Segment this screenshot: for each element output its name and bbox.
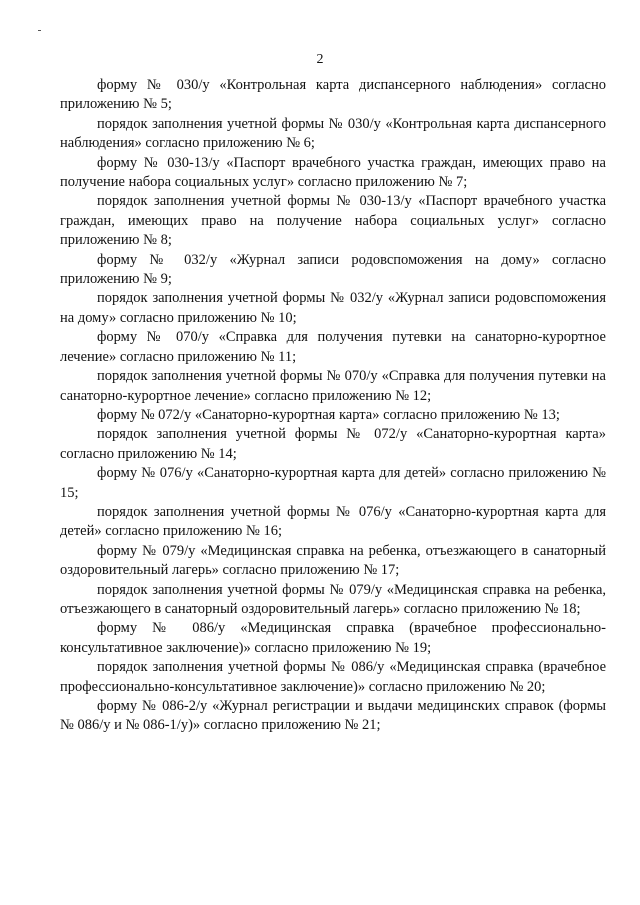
paragraph: форму № 086-2/у «Журнал регистрации и выдачи медицинских справок (формы № 086/у и № 086-1/у)» согласно приложению № 21;: [60, 698, 606, 734]
paragraph: форму № 079/у «Медицинская справка на ребенка, отъезжающего в санаторный оздоровительный лагерь» согласно приложению № 17;: [60, 542, 606, 579]
paragraph: порядок заполнения учетной формы № 032/у «Журнал записи родовспоможения на дому» согласно приложению № 10;: [60, 290, 606, 326]
paragraph: порядок заполнения учетной формы № 030-13/у «Паспорт врачебного участка граждан, имеющих право на получение набора социальных услуг» согласно приложению № 8;: [60, 193, 606, 249]
paragraph: форму № 072/у «Санаторно-курортная карта» согласно приложению № 13;: [97, 406, 560, 423]
paragraph: порядок заполнения учетной формы № 072/у «Санаторно-курортная карта» согласно приложению № 14;: [60, 426, 606, 462]
paragraph: форму № 030-13/у «Паспорт врачебного участка граждан, имеющих право на получение набора социальных услуг» согласно приложению № 7;: [60, 154, 606, 191]
document-body: [60, 76, 606, 736]
paragraph: порядок заполнения учетной формы № 079/у «Медицинская справка на ребенка, отъезжающего в санаторный оздоровительный лагерь» согласно приложению № 18;: [60, 581, 606, 617]
paragraph: форму № 032/у «Журнал записи родовспоможения на дому» согласно приложению № 9;: [60, 251, 606, 288]
paragraph: порядок заполнения учетной формы № 030/у «Контрольная карта диспансерного наблюдения» согласно приложению № 6;: [60, 115, 606, 152]
scan-speck: [38, 30, 41, 31]
paragraph: форму № 030/у «Контрольная карта диспансерного наблюдения» согласно приложению № 5;: [60, 77, 606, 113]
paragraph: порядок заполнения учетной формы № 076/у «Санаторно-курортная карта для детей» согласно приложению № 16;: [60, 503, 606, 540]
paragraph: форму № 076/у «Санаторно-курортная карта для детей» согласно приложению № 15;: [60, 465, 606, 501]
paragraph: порядок заполнения учетной формы № 086/у «Медицинская справка (врачебное профессионально-консультативное заключение)» согласно приложению № 20;: [60, 659, 606, 695]
page-number: 2: [316, 52, 324, 67]
paragraph: форму № 070/у «Справка для получения путевки на санаторно-курортное лечение» согласно приложению № 11;: [60, 329, 606, 365]
paragraph: порядок заполнения учетной формы № 070/у «Справка для получения путевки на санаторно-курортное лечение» согласно приложению № 12;: [60, 368, 606, 404]
paragraph: форму № 086/у «Медицинская справка (врачебное профессионально-консультативное заключение)» согласно приложению № 19;: [60, 620, 606, 656]
